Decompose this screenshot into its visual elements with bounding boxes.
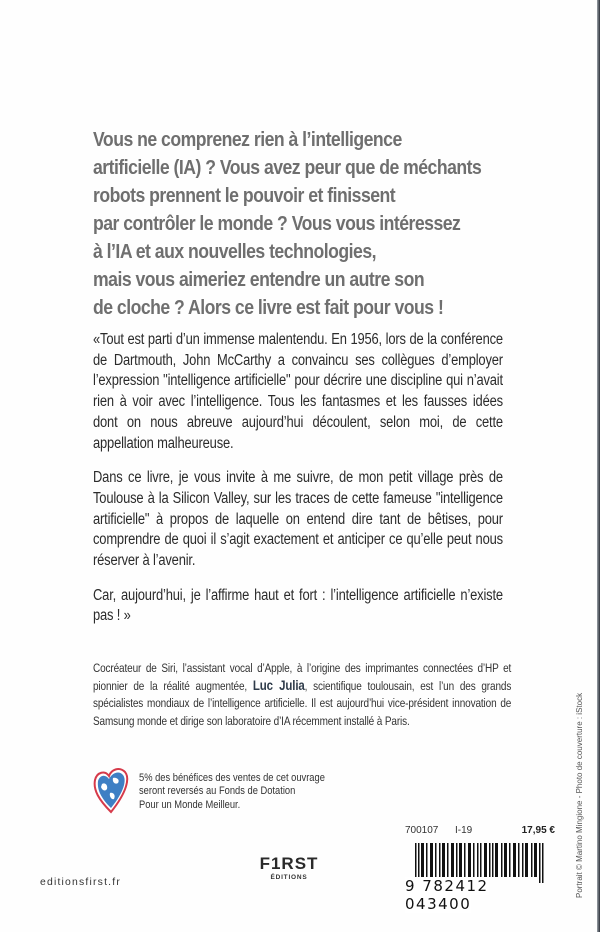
isbn-text: 9 782412 043400 (405, 877, 489, 913)
photo-credit: Portrait © Martino Mingione - Photo de couverture : iStock (575, 692, 584, 898)
headline-line: mais vous aimeriez entendre un autre son (93, 268, 425, 291)
publisher-name: F1RST (259, 854, 319, 873)
price: 17,95 € (521, 825, 555, 836)
bio-text-after: , scientifique toulousain, est l’un des grands spécialistes mondiaux de l’intelligence artificielle. Il est aujourd’hui vice-président innovation de Samsung monde et dirige son laboratoire d’IA récemment installé à Paris. (93, 679, 512, 728)
author-quote (93, 330, 503, 627)
isbn-number (405, 877, 555, 913)
headline-line: de cloche ? Alors ce livre est fait pour vous ! (93, 296, 444, 319)
charity-line: 5% des bénéfices des ventes de cet ouvrage (139, 772, 325, 784)
author-bio (93, 660, 511, 730)
barcode-block (405, 825, 555, 913)
headline-line: Vous ne comprenez rien à l’intelligence (93, 128, 402, 151)
edition-code: I-19 (455, 825, 473, 836)
charity-line: Pour un Monde Meilleur. (139, 798, 241, 811)
charity-text (139, 772, 377, 812)
headline-line: à l’IA et aux nouvelles technologies, (93, 240, 376, 263)
quote-paragraph: «Tout est parti d’un immense malentendu. En 1956, lors de la conférence de Dartmouth, John McCarthy a convaincu ses collègues d’employer l’expression "intelligence artificielle" pour décrire une discipline qui n’avait rien à voir avec l’intelligence. Tous les fantasmes et les fausses idées dont on nous abreuve aujourd’hui découlent, selon moi, de cette appellation malheureuse. (93, 331, 503, 452)
charity-line: seront reversés au Fonds de Dotation (139, 785, 296, 798)
quote-paragraph: Car, aujourd’hui, je l’affirme haut et fort : l’intelligence artificielle n’existe pas ! » (93, 586, 503, 625)
quote-paragraph: Dans ce livre, je vous invite à me suivre, de mon petit village près de Toulouse à la Silicon Valley, sur les traces de cette fameuse "intelligence artificielle" à propos de laquelle on entend dire tant de bêtises, pour comprendre de quoi il s’agit exactement et anticiper ce qu’elle peut nous réserver à l’avenir. (93, 469, 503, 570)
publisher-website[interactable]: editionsfirst.fr (40, 877, 121, 888)
heart-globe-icon (93, 766, 129, 814)
author-name: Luc Julia (252, 677, 305, 694)
bio-text-before: Cocréateur de Siri, l’assistant vocal d’Apple, à l’origine des imprimantes connectées d’HP et pionnier de la réalité augmentée, (93, 661, 512, 694)
headline-line: artificielle (IA) ? Vous avez peur que de méchants (93, 156, 482, 179)
headline-line: par contrôler le monde ? Vous vous intéressez (93, 212, 461, 235)
product-ref: 700107 (405, 825, 439, 836)
headline-blurb (93, 126, 557, 322)
charity-notice (93, 766, 393, 818)
barcode-meta (405, 825, 555, 839)
publisher-subtitle: ÉDITIONS (270, 874, 308, 881)
headline-line: robots prennent le pouvoir et finissent (93, 184, 396, 207)
publisher-logo (257, 855, 321, 883)
